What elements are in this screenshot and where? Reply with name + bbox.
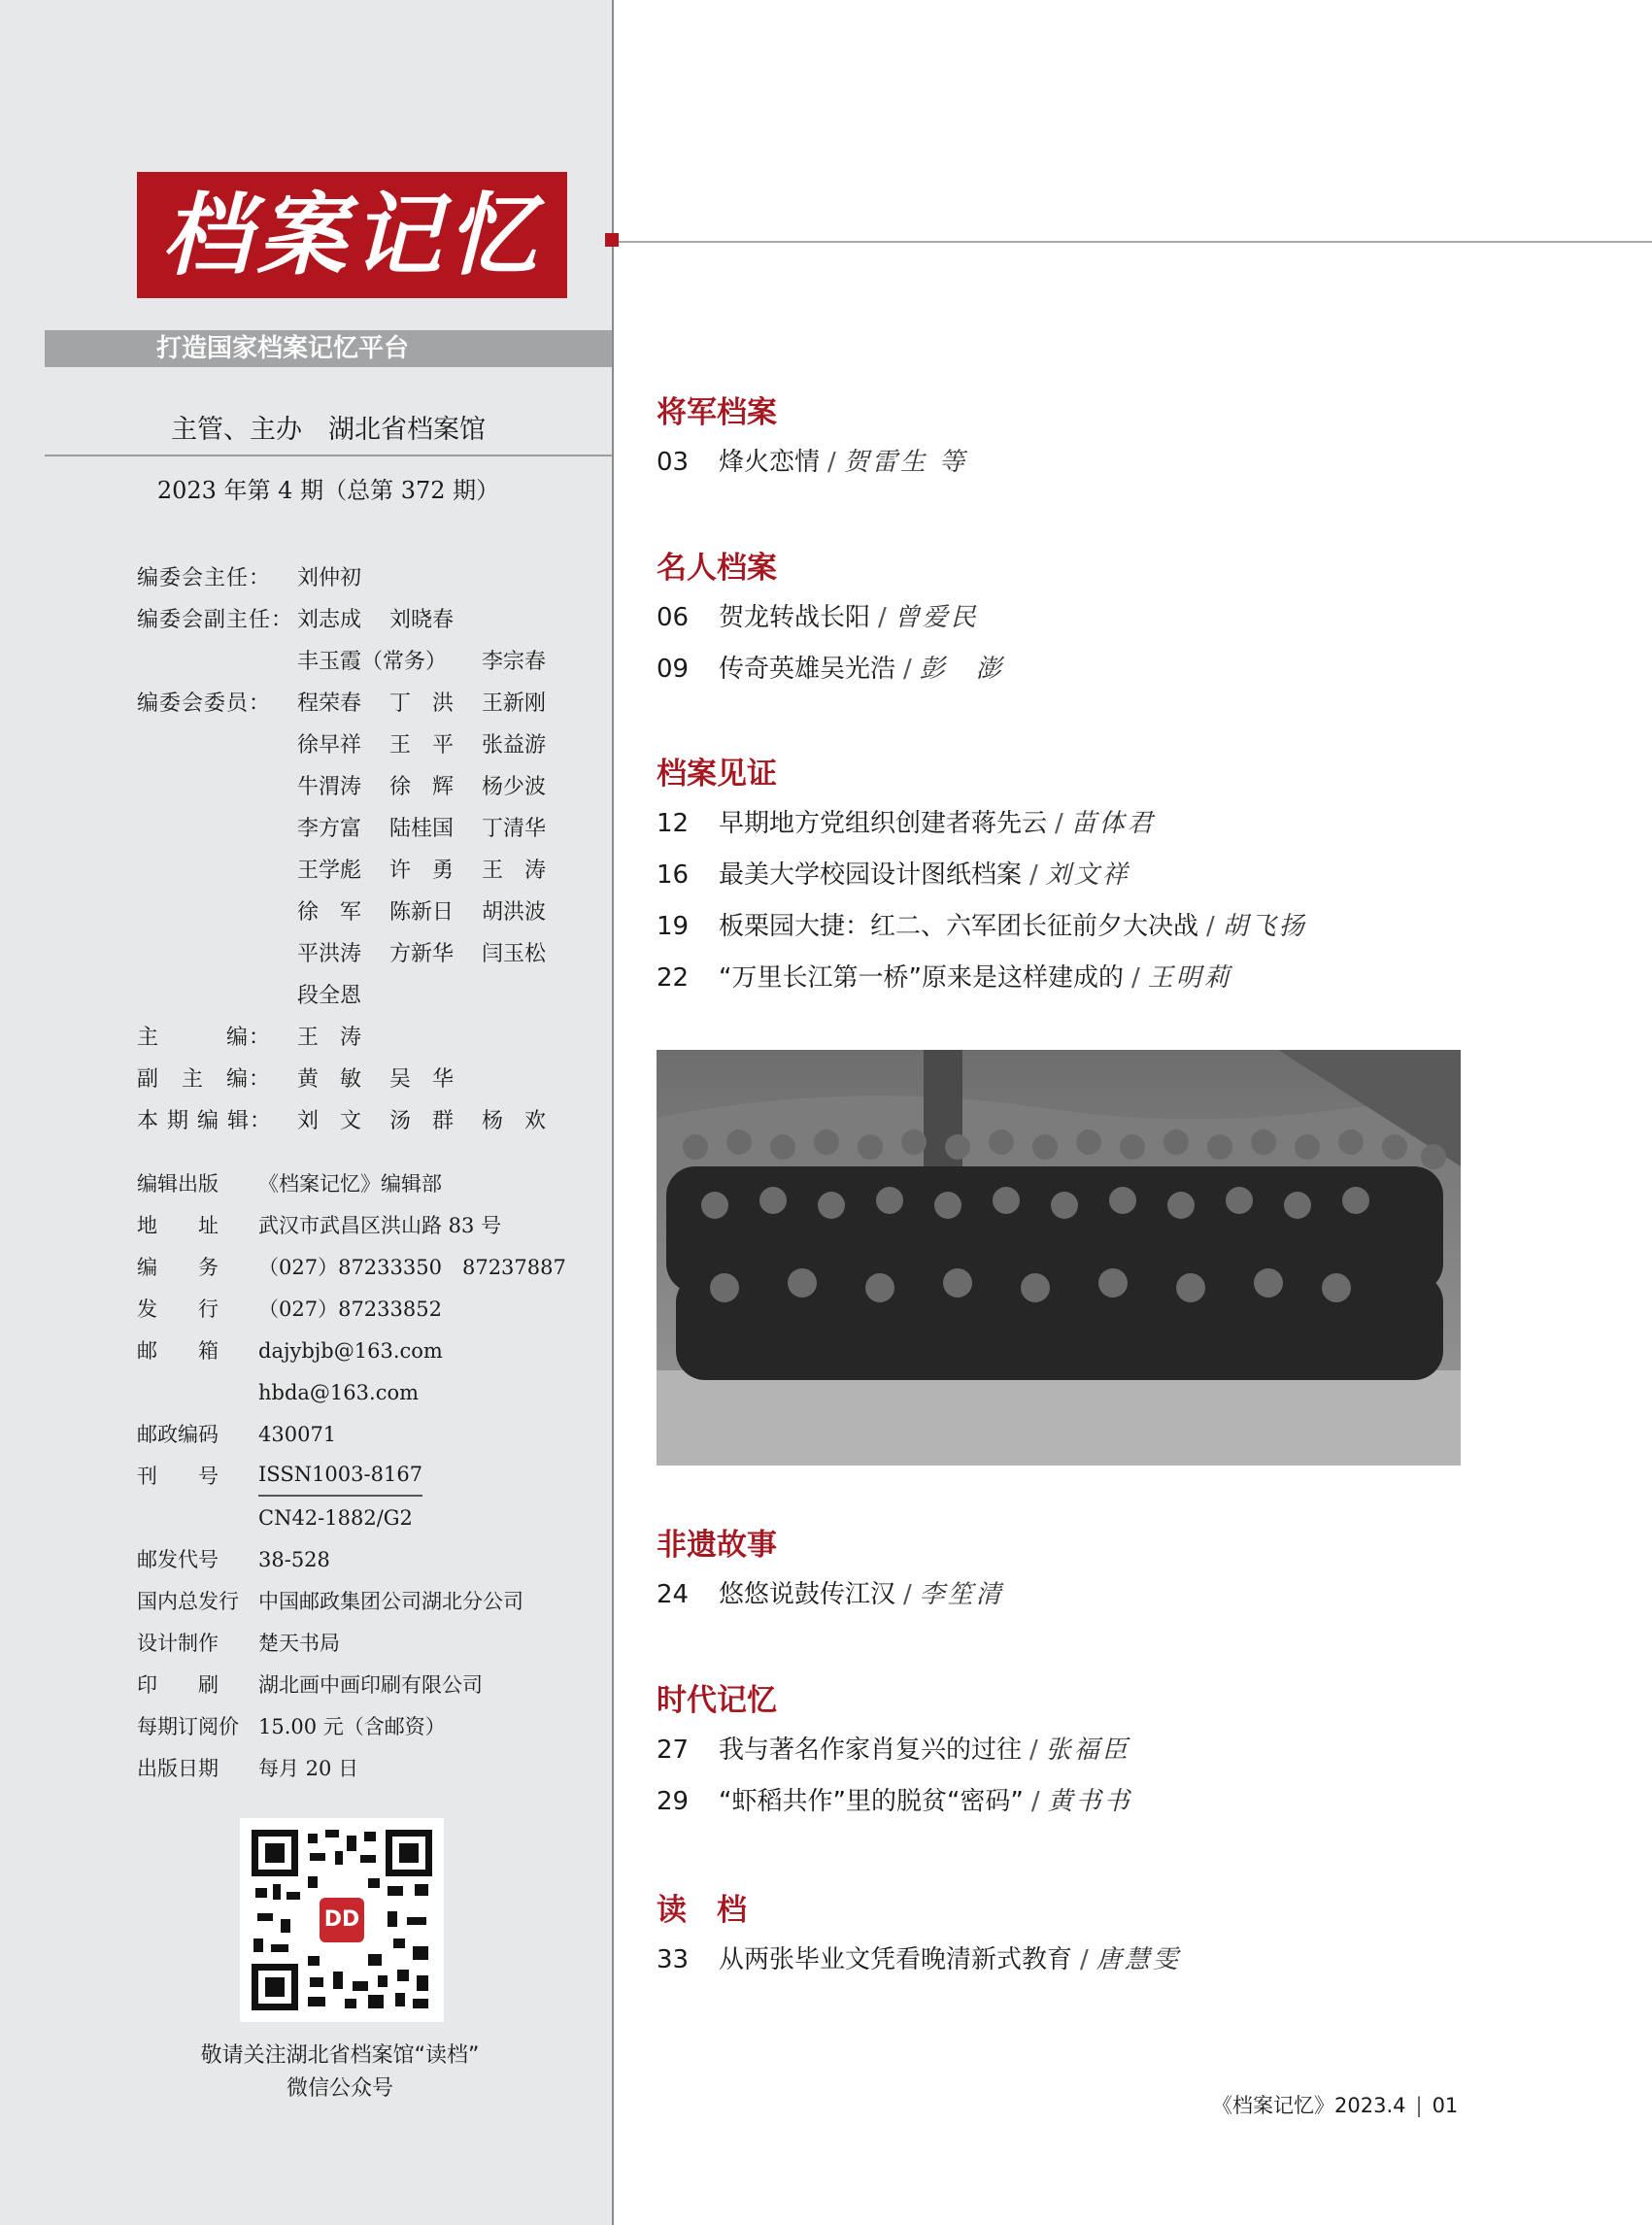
info-label: 刊 号 bbox=[137, 1465, 219, 1488]
board-role bbox=[137, 766, 297, 808]
board-member-name: 吴 华 bbox=[389, 1067, 455, 1092]
board-member-name: 丁 洪 bbox=[389, 691, 455, 716]
board-names bbox=[297, 1017, 389, 1059]
board-member-name: 李方富 bbox=[297, 817, 362, 841]
info-value[interactable]: hbda@163.com bbox=[258, 1381, 420, 1404]
board-member-name: 李宗春 bbox=[482, 650, 547, 674]
qr-caption-line: 微信公众号 bbox=[286, 2076, 393, 2101]
toc-page-number: 16 bbox=[657, 860, 690, 890]
toc-entry[interactable] bbox=[657, 850, 1307, 901]
board-member-name: 闫玉松 bbox=[482, 942, 547, 966]
toc-author: 唐慧雯 bbox=[1096, 1945, 1181, 1974]
toc-article-title: “万里长江第一桥”原来是这样建成的 bbox=[719, 963, 1124, 993]
info-label: 邮发代号 bbox=[137, 1548, 219, 1571]
red-marker bbox=[605, 233, 619, 247]
toc-page-number: 12 bbox=[657, 809, 690, 838]
info-label bbox=[137, 1372, 258, 1414]
toc-entry[interactable] bbox=[657, 644, 1004, 695]
info-value: 武汉市武昌区洪山路 83 号 bbox=[258, 1214, 502, 1237]
toc-separator: / bbox=[1029, 860, 1038, 890]
board-role: 本 期 编 辑： bbox=[137, 1109, 272, 1133]
toc-separator: / bbox=[1029, 1736, 1038, 1765]
info-value: （027）87233350 87237887 bbox=[258, 1256, 566, 1279]
info-row bbox=[137, 1289, 593, 1331]
toc-article-title: 悠悠说鼓传江汉 bbox=[719, 1580, 896, 1609]
toc-entry[interactable] bbox=[657, 1725, 1132, 1776]
board-row bbox=[137, 641, 593, 683]
column-divider bbox=[612, 0, 614, 2225]
info-value: 430071 bbox=[258, 1423, 337, 1446]
info-label: 国内总发行 bbox=[137, 1590, 239, 1613]
info-value: 38-528 bbox=[258, 1548, 330, 1571]
toc-author: 胡飞扬 bbox=[1222, 912, 1307, 941]
board-member-name: 王新刚 bbox=[482, 691, 547, 716]
board-member-name: 陆桂国 bbox=[389, 817, 455, 841]
toc-author: 曾爱民 bbox=[893, 603, 979, 632]
board-member-name: 牛渭涛 bbox=[297, 775, 362, 799]
board-row bbox=[137, 557, 593, 599]
toc-entry[interactable] bbox=[657, 798, 1307, 850]
toc-section-title: 时代记忆 bbox=[657, 1683, 777, 1718]
board-role: 主 编： bbox=[137, 1026, 272, 1050]
board-member-name: 程荣春 bbox=[297, 691, 362, 716]
qr-code[interactable] bbox=[240, 1818, 444, 2022]
toc-entry[interactable] bbox=[657, 1569, 1004, 1621]
toc-section-title: 将军档案 bbox=[657, 395, 777, 430]
board-member-name: 汤 群 bbox=[389, 1109, 455, 1133]
toc-author: 王明莉 bbox=[1147, 963, 1232, 993]
toc-entry[interactable] bbox=[657, 901, 1307, 953]
board-role bbox=[137, 850, 297, 892]
info-row bbox=[137, 1706, 593, 1748]
board-member-name: 徐 辉 bbox=[389, 775, 455, 799]
qr-caption-line: 敬请关注湖北省档案馆“读档” bbox=[200, 2043, 480, 2068]
toc-author: 张福臣 bbox=[1045, 1736, 1130, 1765]
toc-section bbox=[657, 1886, 1181, 1986]
toc-article-title: 板栗园大捷：红二、六军团长征前夕大决战 bbox=[719, 912, 1199, 941]
info-row bbox=[137, 1748, 593, 1790]
info-value: 每月 20 日 bbox=[258, 1757, 359, 1780]
board-row bbox=[137, 808, 593, 850]
board-role: 编委会委员： bbox=[137, 691, 272, 716]
sponsor-line: 主管、主办 湖北省档案馆 bbox=[171, 415, 486, 445]
toc-separator: / bbox=[1130, 963, 1140, 993]
footer-journal: 《档案记忆》2023.4 bbox=[1212, 2094, 1406, 2117]
publication-info bbox=[137, 1163, 593, 1790]
board-row bbox=[137, 975, 593, 1017]
info-row bbox=[137, 1498, 593, 1539]
toc-author: 苗体君 bbox=[1070, 809, 1156, 838]
board-names bbox=[297, 599, 482, 641]
board-member-name: 王 涛 bbox=[297, 1026, 362, 1050]
board-role bbox=[137, 892, 297, 933]
board-names bbox=[297, 683, 574, 725]
info-row bbox=[137, 1372, 593, 1414]
info-value: （027）87233852 bbox=[258, 1298, 442, 1321]
board-names bbox=[297, 557, 389, 599]
board-row bbox=[137, 766, 593, 808]
info-label: 编 务 bbox=[137, 1256, 219, 1279]
toc-entry[interactable] bbox=[657, 437, 967, 489]
board-role: 编委会主任： bbox=[137, 566, 272, 590]
board-member-name: 刘志成 bbox=[297, 608, 362, 632]
board-names bbox=[297, 850, 574, 892]
board-member-name: 丰玉霞（常务） bbox=[297, 650, 448, 674]
toc-section-title: 名人档案 bbox=[657, 551, 777, 586]
board-member-name: 刘 文 bbox=[297, 1109, 362, 1133]
info-row bbox=[137, 1665, 593, 1706]
toc-author: 李笙清 bbox=[919, 1580, 1004, 1609]
info-label: 设计制作 bbox=[137, 1632, 219, 1655]
info-value: 湖北画中画印刷有限公司 bbox=[258, 1673, 483, 1697]
board-names bbox=[297, 641, 574, 683]
board-member-name: 刘晓春 bbox=[389, 608, 455, 632]
info-label: 出版日期 bbox=[137, 1757, 219, 1780]
info-label bbox=[137, 1498, 258, 1539]
toc-separator: / bbox=[827, 448, 836, 477]
toc-section bbox=[657, 1676, 1132, 1828]
board-member-name: 徐早祥 bbox=[297, 733, 362, 758]
board-member-name: 黄 敏 bbox=[297, 1067, 362, 1092]
app-logo-icon: DD bbox=[320, 1898, 364, 1942]
board-member-name: 丁清华 bbox=[482, 817, 547, 841]
toc-page-number: 03 bbox=[657, 448, 690, 477]
board-role bbox=[137, 725, 297, 766]
toc-page-number: 22 bbox=[657, 963, 690, 993]
toc-article-title: 从两张毕业文凭看晚清新式教育 bbox=[719, 1945, 1073, 1974]
board-member-name: 杨 欢 bbox=[482, 1109, 547, 1133]
board-names bbox=[297, 975, 389, 1017]
board-names bbox=[297, 933, 574, 975]
board-member-name: 方新华 bbox=[389, 942, 455, 966]
toc-separator: / bbox=[1080, 1945, 1089, 1974]
toc-section-title: 读 档 bbox=[657, 1893, 747, 1928]
info-label: 印 刷 bbox=[137, 1673, 219, 1697]
board-row bbox=[137, 1059, 593, 1100]
toc-article-title: 我与著名作家肖复兴的过往 bbox=[719, 1736, 1023, 1765]
toc-page-number: 24 bbox=[657, 1580, 690, 1609]
info-label: 每期订阅价 bbox=[137, 1715, 239, 1738]
info-label: 编辑出版 bbox=[137, 1172, 219, 1196]
toc-article-title: “虾稻共作”里的脱贫“密码” bbox=[719, 1787, 1024, 1816]
board-role bbox=[137, 975, 297, 1017]
toc-section-title: 档案见证 bbox=[657, 757, 777, 792]
info-value[interactable]: dajybjb@163.com bbox=[258, 1339, 443, 1363]
board-row bbox=[137, 850, 593, 892]
board-role bbox=[137, 808, 297, 850]
board-member-name: 徐 军 bbox=[297, 900, 362, 925]
info-row bbox=[137, 1247, 593, 1289]
board-member-name: 胡洪波 bbox=[482, 900, 547, 925]
board-names bbox=[297, 766, 574, 808]
toc-separator: / bbox=[878, 603, 887, 632]
historical-group-photo bbox=[657, 1050, 1461, 1466]
toc-section bbox=[657, 544, 1004, 695]
info-value: 中国邮政集团公司湖北分公司 bbox=[258, 1590, 523, 1613]
board-row bbox=[137, 892, 593, 933]
toc-separator: / bbox=[1206, 912, 1215, 941]
toc-separator: / bbox=[903, 1580, 912, 1609]
info-label: 邮政编码 bbox=[137, 1423, 219, 1446]
divider bbox=[45, 455, 612, 456]
toc-separator: / bbox=[1030, 1787, 1040, 1816]
board-member-name: 王 涛 bbox=[482, 859, 547, 883]
info-row bbox=[137, 1539, 593, 1581]
info-value: 《档案记忆》编辑部 bbox=[258, 1172, 442, 1196]
issue-number: 2023 年第 4 期（总第 372 期） bbox=[156, 477, 500, 504]
slogan: 打造国家档案记忆平台 bbox=[155, 334, 409, 363]
toc-author: 黄书书 bbox=[1047, 1787, 1132, 1816]
board-member-name: 杨少波 bbox=[482, 775, 547, 799]
board-names bbox=[297, 1100, 574, 1142]
toc-entry[interactable] bbox=[657, 1935, 1181, 1986]
toc-page-number: 06 bbox=[657, 603, 690, 632]
toc-section bbox=[657, 750, 1307, 1004]
toc-page-number: 19 bbox=[657, 912, 690, 941]
info-row bbox=[137, 1205, 593, 1247]
info-row bbox=[137, 1331, 593, 1372]
board-member-name: 张益游 bbox=[482, 733, 547, 758]
info-row bbox=[137, 1456, 593, 1498]
board-role bbox=[137, 933, 297, 975]
editorial-board bbox=[137, 557, 593, 1142]
board-role: 副 主 编： bbox=[137, 1067, 272, 1092]
board-names bbox=[297, 725, 574, 766]
toc-page-number: 27 bbox=[657, 1736, 690, 1765]
toc-page-number: 33 bbox=[657, 1945, 690, 1974]
toc-section-title: 非遗故事 bbox=[657, 1528, 777, 1563]
board-row bbox=[137, 599, 593, 641]
info-value: ISSN1003-8167 bbox=[258, 1456, 422, 1497]
toc-section bbox=[657, 1521, 1004, 1621]
info-label: 地 址 bbox=[137, 1214, 219, 1237]
toc-entry[interactable] bbox=[657, 953, 1307, 1004]
header-rule bbox=[612, 241, 1652, 243]
board-row bbox=[137, 1100, 593, 1142]
toc-separator: / bbox=[1055, 809, 1063, 838]
info-value: CN42-1882/G2 bbox=[258, 1506, 413, 1530]
qr-caption bbox=[146, 2040, 534, 2106]
toc-author: 彭 澎 bbox=[919, 655, 1004, 684]
toc-article-title: 传奇英雄吴光浩 bbox=[719, 655, 896, 684]
board-row bbox=[137, 933, 593, 975]
info-row bbox=[137, 1414, 593, 1456]
board-member-name: 王学彪 bbox=[297, 859, 362, 883]
toc-article-title: 烽火恋情 bbox=[719, 448, 821, 477]
board-member-name: 平洪涛 bbox=[297, 942, 362, 966]
page-footer bbox=[1212, 2090, 1458, 2119]
info-row bbox=[137, 1581, 593, 1623]
toc-article-title: 最美大学校园设计图纸档案 bbox=[719, 860, 1023, 890]
toc-author: 刘文祥 bbox=[1045, 860, 1130, 890]
board-names bbox=[297, 808, 574, 850]
toc-article-title: 贺龙转战长阳 bbox=[719, 603, 871, 632]
board-member-name: 陈新日 bbox=[389, 900, 455, 925]
toc-section bbox=[657, 388, 967, 489]
board-row bbox=[137, 683, 593, 725]
info-row bbox=[137, 1623, 593, 1665]
board-member-name: 刘仲初 bbox=[297, 566, 362, 590]
toc-entry[interactable] bbox=[657, 1776, 1132, 1828]
journal-logo: 档案记忆 bbox=[137, 172, 567, 298]
toc-article-title: 早期地方党组织创建者蒋先云 bbox=[719, 809, 1048, 838]
info-value: 15.00 元（含邮资） bbox=[258, 1715, 446, 1738]
toc-page-number: 29 bbox=[657, 1787, 690, 1816]
info-label: 邮 箱 bbox=[137, 1339, 219, 1363]
board-member-name: 王 平 bbox=[389, 733, 455, 758]
board-row bbox=[137, 725, 593, 766]
board-member-name: 许 勇 bbox=[389, 859, 455, 883]
toc-page-number: 09 bbox=[657, 655, 690, 684]
board-member-name: 段全恩 bbox=[297, 984, 362, 1008]
board-names bbox=[297, 1059, 482, 1100]
page-number: 01 bbox=[1432, 2094, 1459, 2117]
info-label: 发 行 bbox=[137, 1298, 219, 1321]
footer-separator: | bbox=[1415, 2094, 1423, 2117]
board-row bbox=[137, 1017, 593, 1059]
info-value: 楚天书局 bbox=[258, 1632, 340, 1655]
board-role: 编委会副主任： bbox=[137, 608, 294, 632]
info-row bbox=[137, 1163, 593, 1205]
board-role bbox=[137, 641, 297, 683]
toc-entry[interactable] bbox=[657, 592, 1004, 644]
board-names bbox=[297, 892, 574, 933]
toc-author: 贺雷生 等 bbox=[843, 448, 968, 477]
toc-separator: / bbox=[903, 655, 912, 684]
